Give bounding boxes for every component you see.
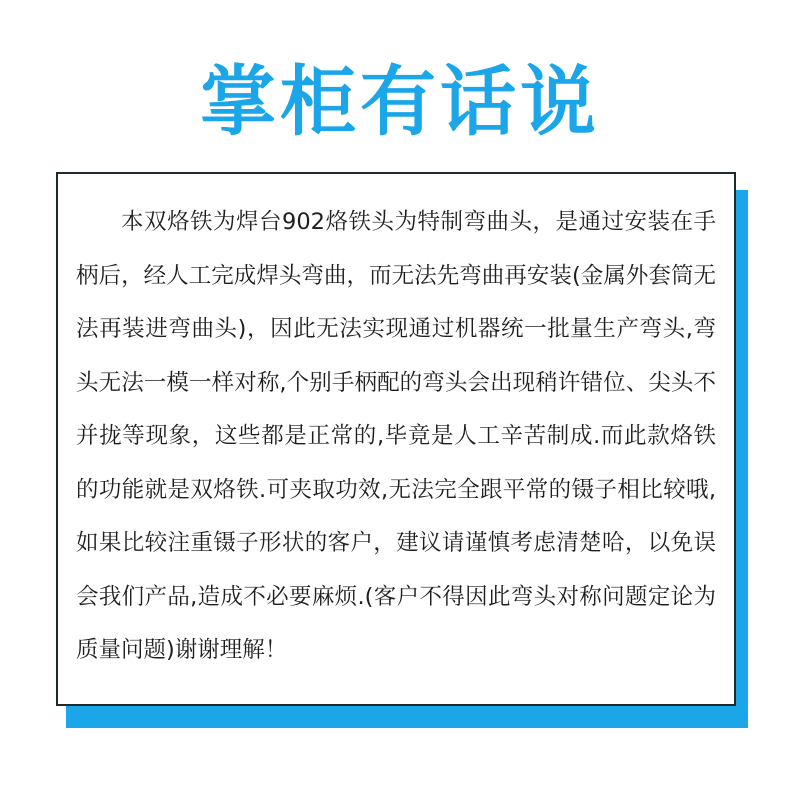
notice-card xyxy=(56,172,736,706)
page-title: 掌柜有话说 xyxy=(200,57,600,146)
notice-body-text: 本双烙铁为焊台902烙铁头为特制弯曲头，是通过安装在手柄后，经人工完成焊头弯曲，而无法先弯曲再安装(金属外套筒无法再装进弯曲头)，因此无法实现通过机器统一批量生产弯头,弯头无法一模一样对称,个别手柄配的弯头会出现稍许错位、尖头不并拢等现象，这些都是正常的,毕竟是人工辛苦制成.而此款烙铁的功能就是双烙铁.可夹取功效,无法完全跟平常的镊子相比较哦,如果比较注重镊子形状的客户，建议请谨慎考虑清楚哈，以免误会我们产品,造成不必要麻烦.(客户不得因此弯头对称问题定论为质量问题)谢谢理解！ xyxy=(76,209,716,663)
